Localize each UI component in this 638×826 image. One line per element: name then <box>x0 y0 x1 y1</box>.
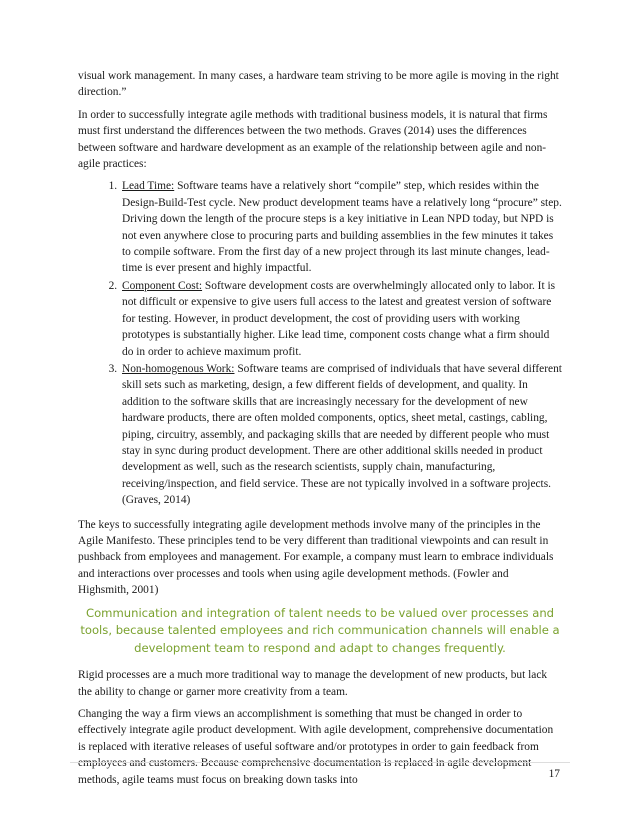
paragraph-changing: Changing the way a firm views an accomplishment is something that must be changed in order to effectively integrate agile product development. With agile development, comprehensive documentation is replaced with iterative releases of useful software and/or prototypes in order to gain feedback from employees and customers. Because comprehensive documentation is replaced in agile development methods, agile teams must focus on breaking down tasks into <box>78 707 554 786</box>
footer-divider <box>70 762 570 763</box>
list-item-non-homogenous-work <box>120 361 562 509</box>
page-body <box>78 68 562 794</box>
page-number: 17 <box>548 768 560 780</box>
list-term: Non-homogenous Work: <box>122 362 235 375</box>
list-item-lead-time <box>120 178 562 276</box>
pull-quote: Communication and integration of talent needs to be valued over processes and tools, because talented employees and rich communication channels will enable a development team to respond and adapt to changes frequently. <box>80 605 560 655</box>
list-text: Software teams have a relatively short “compile” step, which resides within the Design-Build-Test cycle. New product development teams have a relatively long “procure” step. Driving down the length of the procure steps is a key initiative in Lean NPD today, but NPD is not even anywhere close to procuring parts and building assemblies in the few minutes it takes to compile software. From the first day of a new project through its last minute changes, lead-time is ever present and highly impactful. <box>122 180 562 275</box>
differences-list <box>78 178 562 508</box>
paragraph-rigid: Rigid processes are a much more traditional way to manage the development of new products, but lack the ability to change or garner more creativity from a team. <box>78 669 548 698</box>
list-text: Software teams are comprised of individuals that have several different skill sets such as marketing, design, a few different fields of development, and quality. In addition to the software skills that are increasingly necessary for the development of new hardware products, there are often molded components, optics, sheet metal, castings, cabling, piping, circuitry, assembly, and packaging skills that are needed by different people who must stay in sync during product development. There are other additional skills needed in product development as well, such as the research scientists, supply chain, manufacturing, receiving/inspection, and field service. These are not typically involved in a software projects. (Graves, 2014) <box>122 362 562 507</box>
list-term: Lead Time: <box>122 180 175 193</box>
list-item-component-cost <box>120 278 562 360</box>
paragraph-intro: In order to successfully integrate agile methods with traditional business models, it is natural that firms must first understand the differences between the two methods. Graves (2014) uses the differences between software and hardware development as an example of the relationship between agile and non-agile practices: <box>78 108 548 171</box>
list-term: Component Cost: <box>122 279 203 292</box>
list-text: Software development costs are overwhelmingly allocated only to labor. It is not difficult or expensive to give users full access to the latest and greatest version of software for testing. However, in product development, the cost of providing users with working prototypes is substantially higher. Like lead time, component costs change what a firm should do in order to achieve maximum profit. <box>122 279 556 358</box>
paragraph-keys: The keys to successfully integrating agile development methods involve many of the principles in the Agile Manifesto. These principles tend to be very different than traditional viewpoints and can result in pushback from employees and management. For example, a company must learn to embrace individuals and interactions over processes and tools when using agile development methods. (Fowler and Highsmith, 2001) <box>78 518 554 597</box>
paragraph-continuation: visual work management. In many cases, a hardware team striving to be more agile is moving in the right direction.” <box>78 70 559 99</box>
